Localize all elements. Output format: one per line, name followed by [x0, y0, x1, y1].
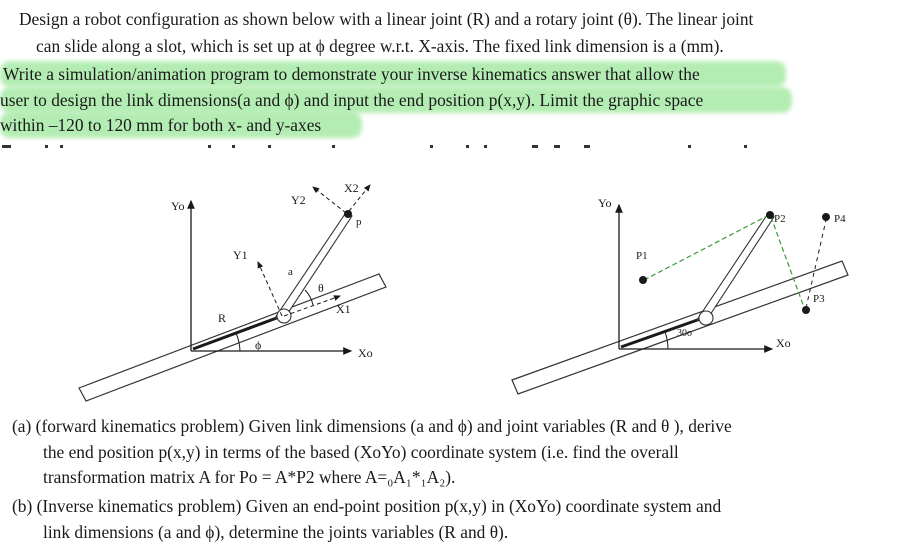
right-point-p3	[802, 306, 810, 314]
right-label-p2: P2	[774, 213, 786, 225]
question-b-line-1: (b) (Inverse kinematics problem) Given an end-point position p(x,y) in (XoYo) coordinate system and	[12, 496, 722, 516]
right-rotary-joint	[699, 311, 713, 325]
left-label-r: R	[218, 311, 227, 325]
right-label-angle: 30o	[677, 328, 692, 339]
intro-line-3: Write a simulation/animation program to demonstrate your inverse kinematics answer that allow the	[3, 64, 700, 84]
left-label-p: p	[356, 216, 362, 228]
left-end-point	[344, 210, 352, 218]
intro-line-4: user to design the link dimensions(a and ϕ) and input the end position p(x,y). Limit the graphic space	[0, 90, 704, 110]
question-a-line-2: the end position p(x,y) in terms of the based (XoYo) coordinate system (i.e. find the overall	[43, 442, 679, 462]
right-point-p1	[639, 276, 647, 284]
left-label-x1: X1	[336, 302, 351, 316]
left-label-a: a	[288, 266, 293, 278]
right-label-xo: Xo	[776, 336, 791, 350]
intro-line-1: Design a robot configuration as shown below with a linear joint (R) and a rotary joint (θ). The linear joint	[19, 9, 754, 29]
right-label-p3: P3	[813, 293, 825, 305]
right-point-p4	[822, 213, 830, 221]
left-y2-axis	[313, 187, 346, 213]
left-label-phi: ϕ	[255, 338, 262, 352]
left-figure	[79, 181, 386, 401]
right-label-yo: Yo	[598, 196, 612, 210]
left-label-yo: Yo	[171, 199, 185, 213]
left-label-y2: Y2	[291, 193, 306, 207]
left-label-theta: θ	[318, 281, 324, 295]
left-label-xo: Xo	[358, 346, 373, 360]
right-point-p2	[766, 211, 774, 219]
question-a-line-3: transformation matrix A for Po = A*P2 where A=₀A₁*₁A₂).	[43, 467, 456, 487]
left-label-y1: Y1	[233, 248, 248, 262]
question-b-line-2: link dimensions (a and ϕ), determine the joints variables (R and θ).	[43, 522, 509, 542]
left-slot	[79, 274, 386, 401]
right-figure	[512, 196, 848, 394]
intro-line-2: can slide along a slot, which is set up at ϕ degree w.r.t. X-axis. The fixed link dimension is a (mm).	[36, 36, 724, 56]
question-a-line-1: (a) (forward kinematics problem) Given link dimensions (a and ϕ) and joint variables (R and θ ), derive	[12, 416, 732, 436]
right-label-p1: P1	[636, 250, 648, 262]
left-y1-axis	[258, 262, 282, 316]
intro-line-5: within –120 to 120 mm for both x- and y-axes	[0, 115, 322, 135]
left-label-x2: X2	[344, 181, 359, 195]
right-label-p4: P4	[834, 213, 846, 225]
